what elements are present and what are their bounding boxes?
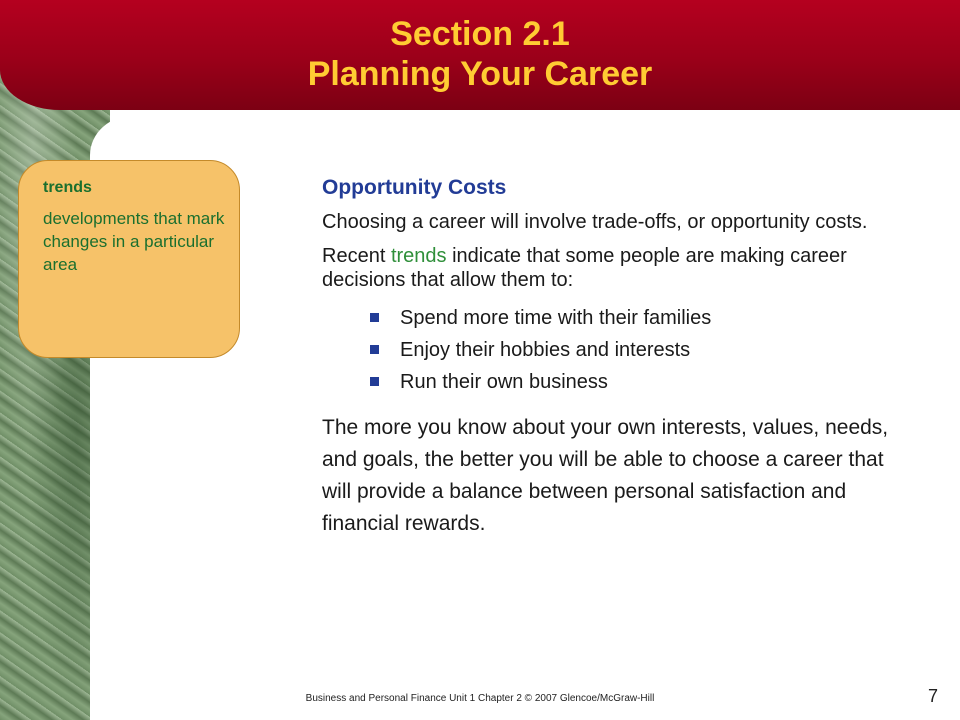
paragraph-3: The more you know about your own interests, values, needs, and goals, the better you will be able to choose a career that will provide a balance between personal satisfaction and financial rewards. bbox=[322, 416, 889, 535]
square-bullet-icon bbox=[370, 313, 379, 322]
bullet-list bbox=[322, 302, 912, 398]
page-number: 7 bbox=[927, 686, 938, 706]
paragraph-1: Choosing a career will involve trade-offs, or opportunity costs. bbox=[322, 211, 868, 233]
square-bullet-icon bbox=[370, 377, 379, 386]
list-item-text: Run their own business bbox=[400, 371, 608, 393]
list-item bbox=[370, 302, 912, 334]
definition-term: trends bbox=[43, 179, 92, 196]
slide-title bbox=[0, 14, 960, 94]
definition-text: developments that mark changes in a particular area bbox=[43, 209, 225, 274]
section-number: Section 2.1 bbox=[390, 15, 570, 53]
footer-text: Business and Personal Finance Unit 1 Chapter 2 © 2007 Glencoe/McGraw-Hill bbox=[305, 693, 655, 704]
paragraph-2-end: indicate that some people are making career decisions that allow them to: bbox=[322, 245, 847, 291]
section-title: Planning Your Career bbox=[307, 55, 653, 93]
list-item-text: Enjoy their hobbies and interests bbox=[400, 339, 691, 361]
square-bullet-icon bbox=[370, 345, 379, 354]
list-item bbox=[370, 366, 912, 398]
paragraph-2 bbox=[322, 244, 912, 292]
list-item-text: Spend more time with their families bbox=[400, 307, 712, 329]
highlighted-term: trends bbox=[390, 245, 447, 267]
subheading: Opportunity Costs bbox=[322, 176, 507, 199]
main-content bbox=[322, 176, 912, 540]
definition-card bbox=[18, 160, 240, 358]
list-item bbox=[370, 334, 912, 366]
paragraph-2-start: Recent bbox=[322, 245, 391, 267]
